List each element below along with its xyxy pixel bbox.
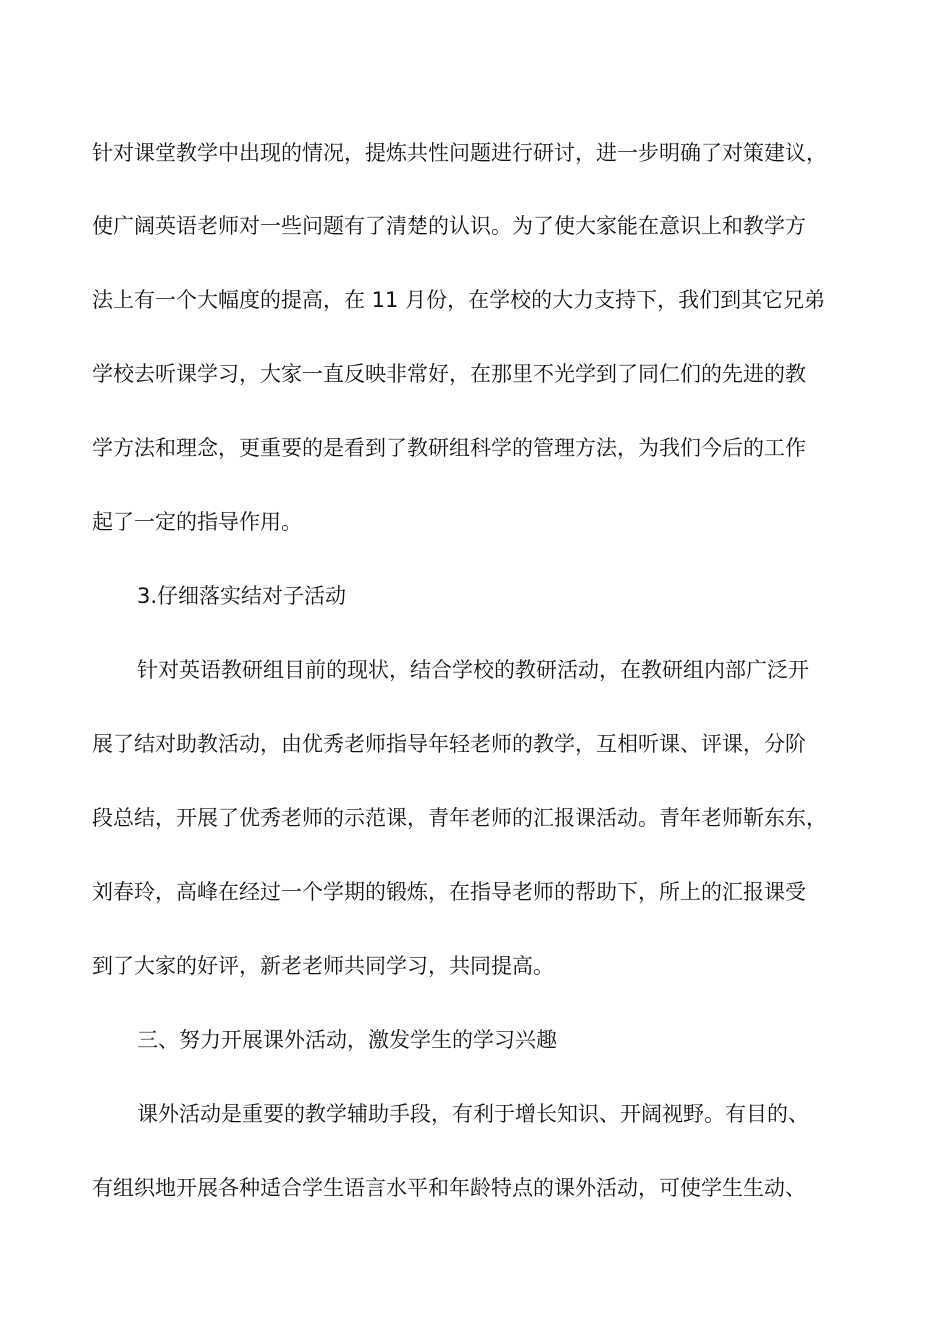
body-text-line: 展了结对助教活动，由优秀老师指导年轻老师的教学，互相听课、评课，分阶 [92,732,806,756]
body-text-line: 针对课堂教学中出现的情况，提炼共性问题进行研讨，进一步明确了对策建议， [92,141,827,165]
body-text-line: 针对英语教研组目前的现状，结合学校的教研活动，在教研组内部广泛开 [137,658,809,682]
body-text-line: 到了大家的好评，新老老师共同学习，共同提高。 [92,954,554,978]
body-text-line: 学校去听课学习，大家一直反映非常好，在那里不光学到了同仁们的先进的教 [92,362,806,386]
body-text-line: 段总结，开展了优秀老师的示范课，青年老师的汇报课活动。青年老师靳东东， [92,806,827,830]
body-text-line: 法上有一个大幅度的提高，在 11 月份，在学校的大力支持下，我们到其它兄弟 [92,288,826,312]
body-text-line: 有组织地开展各种适合学生语言水平和年龄特点的课外活动，可使学生生动、 [92,1176,806,1200]
section-heading: 三、努力开展课外活动，激发学生的学习兴趣 [137,1028,557,1052]
section-heading: 3.仔细落实结对子活动 [137,584,347,608]
body-text-line: 使广阔英语老师对一些问题有了清楚的认识。为了使大家能在意识上和教学方 [92,214,806,238]
body-text-line: 学方法和理念，更重要的是看到了教研组科学的管理方法，为我们今后的工作 [92,436,806,460]
body-text-line: 刘春玲，高峰在经过一个学期的锻炼，在指导老师的帮助下，所上的汇报课受 [92,880,806,904]
body-text-line: 课外活动是重要的教学辅助手段，有利于增长知识、开阔视野。有目的、 [137,1102,809,1126]
body-text-line: 起了一定的指导作用。 [92,510,302,534]
